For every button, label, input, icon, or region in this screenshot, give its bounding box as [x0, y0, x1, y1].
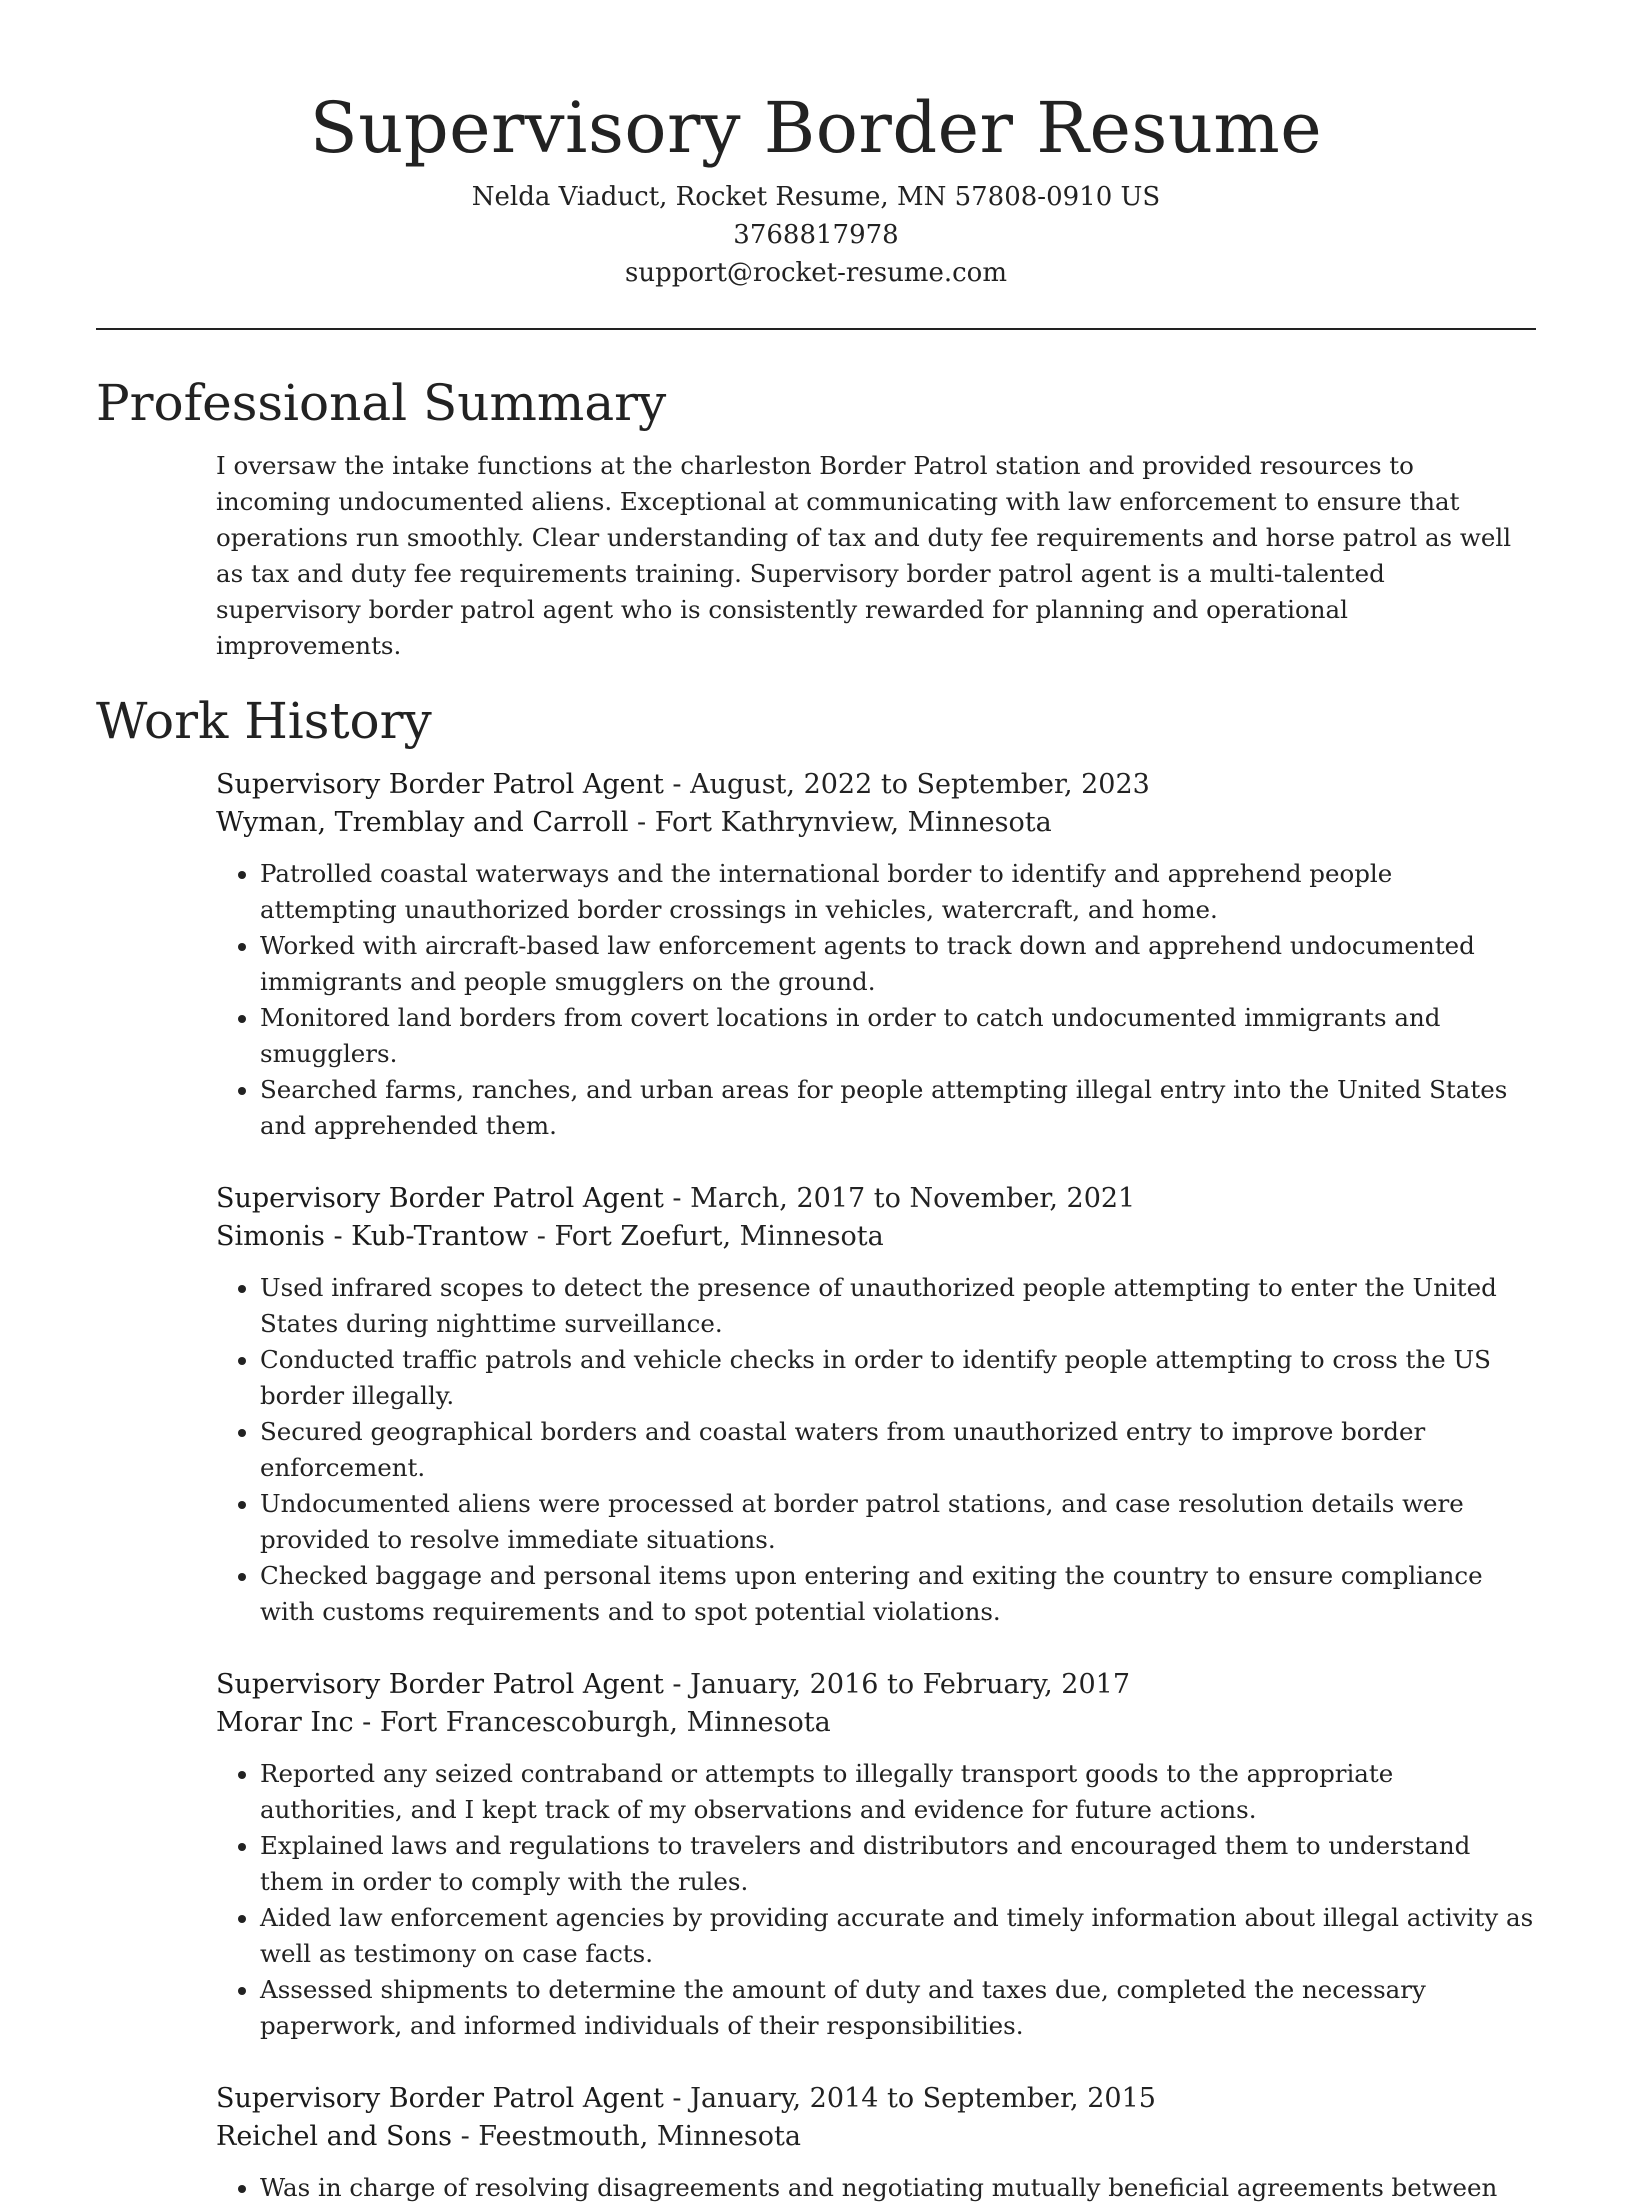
job-dates: - March, 2017 to November, 2021 — [663, 1183, 1136, 1214]
job-bullet-list — [216, 1756, 1536, 2044]
contact-phone: 3768817978 — [733, 220, 899, 250]
work-history-list — [216, 766, 1536, 2206]
job-role: Supervisory Border Patrol Agent — [216, 1183, 664, 1214]
job-entry — [216, 766, 1536, 1144]
job-bullet: • Worked with aircraft-based law enforcement agents to track down and apprehend undocumented immigrants and people smugglers on the ground. — [260, 928, 1536, 1000]
job-bullet-list — [216, 2170, 1536, 2206]
job-bullet: • Conducted traffic patrols and vehicle checks in order to identify people attempting to cross the US border illegally. — [260, 1342, 1536, 1414]
job-company-line — [216, 1218, 1536, 1256]
contact-address: Nelda Viaduct, Rocket Resume, MN 57808-0910 US — [471, 182, 1161, 212]
job-bullet: • Aided law enforcement agencies by providing accurate and timely information about illegal activity as well as testimony on case facts. — [260, 1900, 1536, 1972]
job-location: - Fort Francescoburgh, Minnesota — [353, 1707, 831, 1738]
job-location: - Feestmouth, Minnesota — [452, 2121, 801, 2152]
summary-heading: Professional Summary — [96, 374, 667, 432]
job-role: Supervisory Border Patrol Agent — [216, 1669, 664, 1700]
job-role: Supervisory Border Patrol Agent — [216, 2083, 664, 2114]
job-dates: - January, 2016 to February, 2017 — [663, 1669, 1131, 1700]
job-bullet-list — [216, 856, 1536, 1144]
job-title-line — [216, 1666, 1536, 1704]
job-title-line — [216, 1180, 1536, 1218]
resume-title: Supervisory Border Resume — [309, 87, 1323, 169]
job-company: Simonis - Kub-Trantow — [216, 1221, 529, 1252]
resume-header — [0, 0, 1632, 292]
job-bullet: • Undocumented aliens were processed at border patrol stations, and case resolution details were provided to resolve immediate situations. — [260, 1486, 1536, 1558]
job-location: - Fort Kathrynview, Minnesota — [628, 807, 1052, 838]
job-bullet: • Was in charge of resolving disagreements and negotiating mutually beneficial agreements between — [260, 2170, 1536, 2206]
job-bullet: • Secured geographical borders and coastal waters from unauthorized entry to improve border enforcement. — [260, 1414, 1536, 1486]
header-divider — [96, 328, 1536, 330]
job-company-line — [216, 2118, 1536, 2156]
job-dates: - January, 2014 to September, 2015 — [663, 2083, 1156, 2114]
job-bullet-list — [216, 1270, 1536, 1630]
job-dates: - August, 2022 to September, 2023 — [663, 769, 1150, 800]
job-company-line — [216, 804, 1536, 842]
job-company: Morar Inc — [216, 1707, 354, 1738]
summary-text: I oversaw the intake functions at the charleston Border Patrol station and provided resources to incoming undocumented aliens. Exceptional at communicating with law enforcement to ensure that operations run smoothly. Clear understanding of tax and duty fee requirements and horse patrol as well as tax and duty fee requirements training. Supervisory border patrol agent is a multi-talented supervisory border patrol agent who is consistently rewarded for planning and operational improvements. — [216, 451, 1512, 660]
job-bullet: • Monitored land borders from covert locations in order to catch undocumented immigrants and smugglers. — [260, 1000, 1536, 1072]
job-bullet: • Searched farms, ranches, and urban areas for people attempting illegal entry into the United States and apprehended them. — [260, 1072, 1536, 1144]
job-company-line — [216, 1704, 1536, 1742]
job-bullet: • Reported any seized contraband or attempts to illegally transport goods to the appropriate authorities, and I kept track of my observations and evidence for future actions. — [260, 1756, 1536, 1828]
work-history-heading: Work History — [96, 692, 432, 750]
job-role: Supervisory Border Patrol Agent — [216, 769, 664, 800]
job-entry — [216, 1180, 1536, 1630]
contact-block — [0, 178, 1632, 292]
job-company: Wyman, Tremblay and Carroll — [216, 807, 629, 838]
job-bullet: • Assessed shipments to determine the amount of duty and taxes due, completed the necessary paperwork, and informed individuals of their responsibilities. — [260, 1972, 1536, 2044]
job-bullet: • Checked baggage and personal items upon entering and exiting the country to ensure compliance with customs requirements and to spot potential violations. — [260, 1558, 1536, 1630]
job-title-line — [216, 766, 1536, 804]
job-entry — [216, 2080, 1536, 2206]
job-company: Reichel and Sons — [216, 2121, 452, 2152]
contact-email: support@rocket-resume.com — [624, 258, 1007, 288]
job-entry — [216, 1666, 1536, 2044]
job-bullet: • Patrolled coastal waterways and the international border to identify and apprehend people attempting unauthorized border crossings in vehicles, watercraft, and home. — [260, 856, 1536, 928]
job-title-line — [216, 2080, 1536, 2118]
job-bullet: • Used infrared scopes to detect the presence of unauthorized people attempting to enter the United States during nighttime surveillance. — [260, 1270, 1536, 1342]
job-location: - Fort Zoefurt, Minnesota — [528, 1221, 884, 1252]
job-bullet: • Explained laws and regulations to travelers and distributors and encouraged them to understand them in order to comply with the rules. — [260, 1828, 1536, 1900]
